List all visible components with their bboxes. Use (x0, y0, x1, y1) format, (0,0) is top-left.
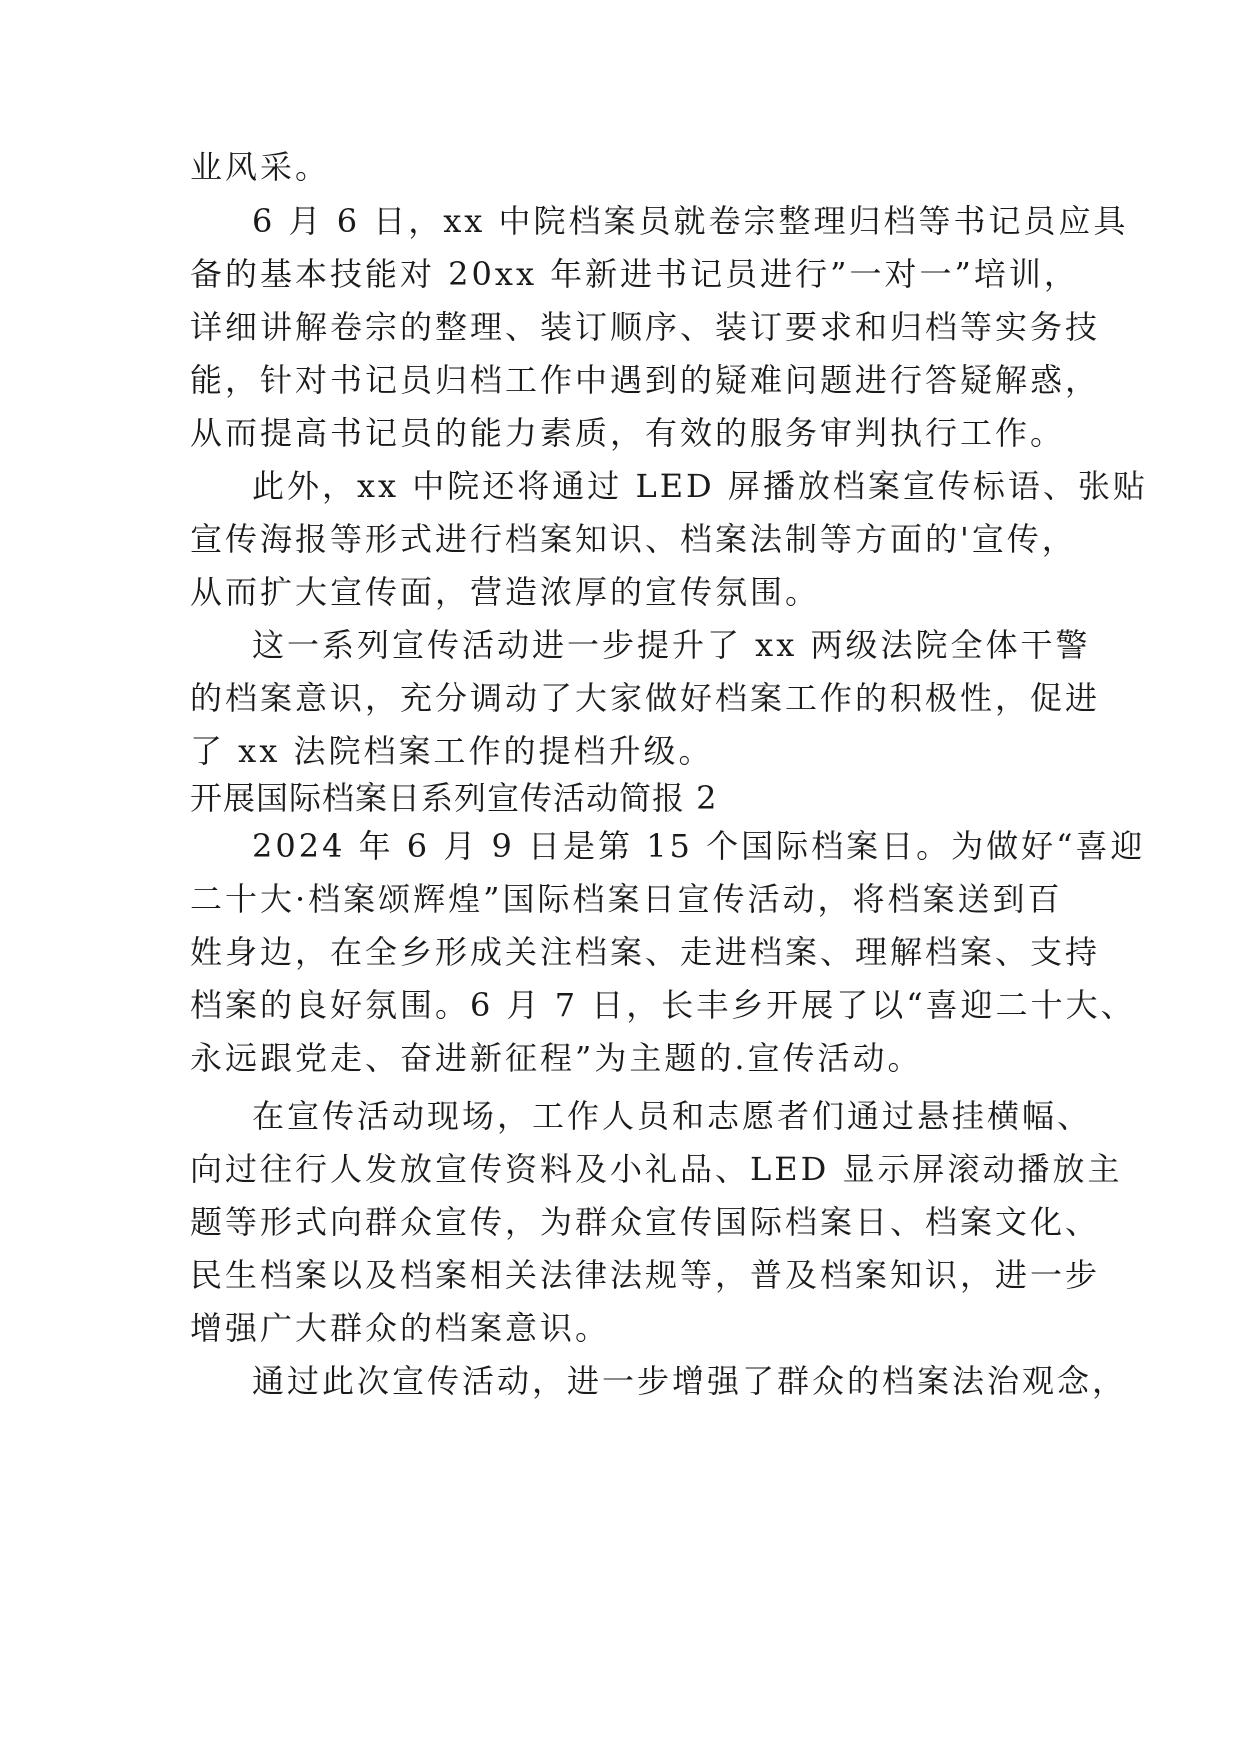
body-text-line: 业风采。 (190, 148, 331, 186)
body-text-line: 从而提高书记员的能力素质，有效的服务审判执行工作。 (190, 414, 1066, 452)
body-text-line: 能，针对书记员归档工作中遇到的疑难问题进行答疑解惑， (190, 361, 1101, 399)
body-text-line: 题等形式向群众宣传，为群众宣传国际档案日、档案文化、 (190, 1203, 1101, 1241)
body-text-line: 档案的良好氛围。6 月 7 日，长丰乡开展了以“喜迎二十大、 (190, 986, 1136, 1024)
paragraph-first-line: 此外，xx 中院还将通过 LED 屏播放档案宣传标语、张贴 (252, 467, 1148, 505)
body-text-line: 二十大·档案颂辉煌”国际档案日宣传活动，将档案送到百 (190, 880, 1063, 918)
body-text-line: 永远跟党走、奋进新征程”为主题的.宣传活动。 (190, 1039, 923, 1077)
body-text-line: 详细讲解卷宗的整理、装订顺序、装订要求和归档等实务技 (190, 308, 1101, 346)
paragraph-first-line: 在宣传活动现场，工作人员和志愿者们通过悬挂横幅、 (252, 1097, 1093, 1135)
body-text-line: 向过往行人发放宣传资料及小礼品、LED 显示屏滚动播放主 (190, 1150, 1123, 1188)
paragraph-first-line: 6 月 6 日，xx 中院档案员就卷宗整理归档等书记员应具 (252, 202, 1129, 240)
paragraph-first-line: 通过此次宣传活动，进一步增强了群众的档案法治观念， (252, 1362, 1128, 1400)
body-text-line: 宣传海报等形式进行档案知识、档案法制等方面的'宣传， (190, 520, 1077, 558)
body-text-line: 备的基本技能对 20xx 年新进书记员进行”一对一”培训， (190, 255, 1079, 293)
paragraph-first-line: 这一系列宣传活动进一步提升了 xx 两级法院全体干警 (252, 626, 1091, 664)
body-text-line: 从而扩大宣传面，营造浓厚的宣传氛围。 (190, 573, 821, 611)
body-text-line: 姓身边，在全乡形成关注档案、走进档案、理解档案、支持 (190, 933, 1101, 971)
paragraph-first-line: 2024 年 6 月 9 日是第 15 个国际档案日。为做好“喜迎 (252, 827, 1146, 865)
body-text-line: 的档案意识，充分调动了大家做好档案工作的积极性，促进 (190, 679, 1101, 717)
section-heading: 开展国际档案日系列宣传活动简报 2 (190, 779, 718, 817)
body-text-line: 了 xx 法院档案工作的提档升级。 (190, 732, 714, 770)
body-text-line: 民生档案以及档案相关法律法规等，普及档案知识，进一步 (190, 1256, 1101, 1294)
body-text-line: 增强广大群众的档案意识。 (190, 1309, 611, 1347)
